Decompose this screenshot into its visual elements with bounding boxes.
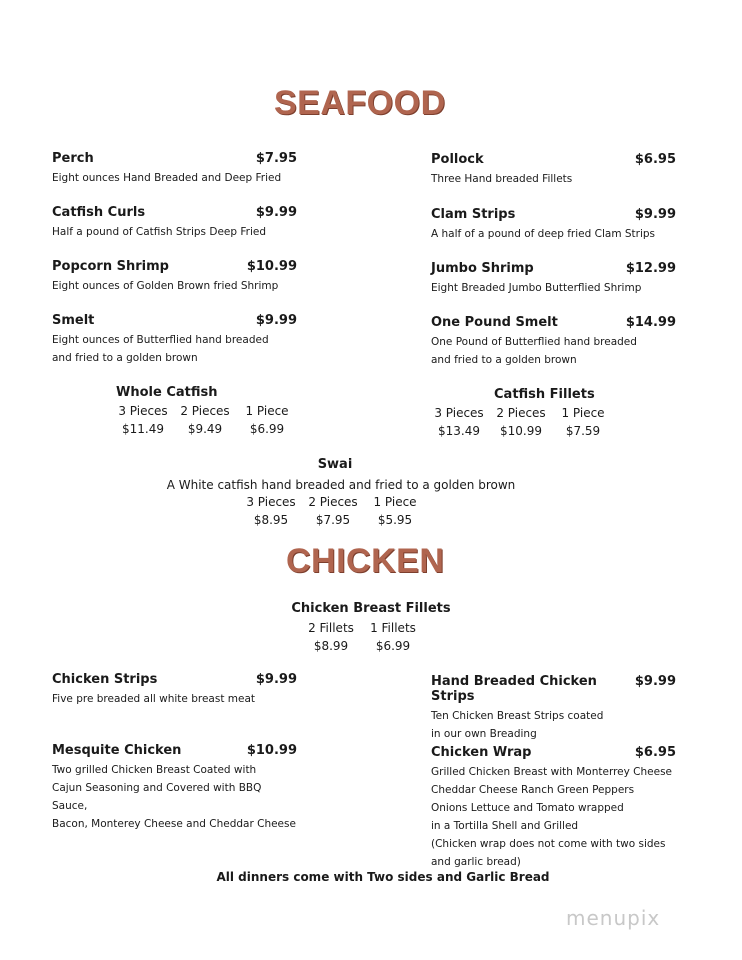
description-line: and fried to a golden brown [431, 354, 577, 366]
size-label: 3 Pieces [246, 495, 296, 509]
item-name: Jumbo Shrimp [431, 261, 534, 276]
description-line: (Chicken wrap does not come with two sides [431, 838, 666, 850]
item-description: Three Hand breaded Fillets [431, 173, 573, 185]
size-label: 1 Piece [245, 404, 289, 418]
description-line: Grilled Chicken Breast with Monterrey Cheese [431, 766, 673, 778]
catfish-fillets-title: Catfish Fillets [494, 387, 595, 402]
swai-description: A White catfish hand breaded and fried to a golden brown [166, 478, 516, 492]
item-description: Five pre breaded all white breast meat [52, 693, 256, 705]
swai-price-table [240, 493, 426, 529]
description-line: Cheddar Cheese Ranch Green Peppers [431, 784, 635, 796]
description-line: Cajun Seasoning and Covered with BBQ Sauce, [52, 782, 262, 812]
item-price: $10.99 [246, 743, 297, 758]
size-price: $10.99 [500, 424, 542, 438]
size-price: $7.59 [565, 424, 601, 438]
description-line: and fried to a golden brown [52, 352, 198, 364]
description-line: and garlic bread) [431, 856, 521, 868]
item-name: Catfish Curls [52, 205, 146, 220]
whole-catfish-title: Whole Catfish [116, 385, 218, 400]
item-price: $9.99 [255, 313, 297, 328]
item-name: Smelt [52, 313, 95, 328]
catfish-fillets-price-table [428, 404, 614, 440]
size-price: $5.95 [377, 513, 413, 527]
item-name: Mesquite Chicken [52, 743, 182, 758]
menu-item-hand-breaded-chicken-strips [431, 674, 676, 743]
menu-item-clam-strips [431, 207, 676, 243]
description-line: in a Tortilla Shell and Grilled [431, 820, 579, 832]
chicken-breast-fillets-title: Chicken Breast Fillets [291, 601, 451, 616]
item-name: Chicken Wrap [431, 745, 532, 760]
item-description: A half of a pound of deep fried Clam Strips [431, 228, 656, 240]
item-description: Half a pound of Catfish Strips Deep Fried [52, 226, 267, 238]
size-label: 2 Pieces [496, 406, 546, 420]
size-price: $9.49 [187, 422, 223, 436]
footer-note: All dinners come with Two sides and Garlic Bread [216, 870, 550, 884]
menu-item-catfish-curls [52, 205, 297, 241]
seafood-heading: SEAFOOD [274, 84, 446, 122]
item-price: $9.99 [255, 672, 297, 687]
description-line: in our own Breading [431, 728, 537, 740]
menu-item-one-pound-smelt [431, 315, 676, 369]
item-price: $12.99 [625, 261, 676, 276]
item-price: $7.95 [255, 151, 297, 166]
item-name: Chicken Strips [52, 672, 158, 687]
description-line: One Pound of Butterflied hand breaded [431, 336, 637, 348]
menu-item-mesquite-chicken [52, 743, 297, 833]
item-description [431, 763, 701, 871]
item-description: Eight ounces Hand Breaded and Deep Fried [52, 172, 282, 184]
item-price: $14.99 [625, 315, 676, 330]
menu-item-jumbo-shrimp [431, 261, 676, 297]
item-description [52, 761, 297, 833]
menu-item-chicken-strips [52, 672, 297, 708]
size-label: 3 Pieces [434, 406, 484, 420]
item-name: One Pound Smelt [431, 315, 558, 330]
item-description: Eight Breaded Jumbo Butterflied Shrimp [431, 282, 642, 294]
item-name: Perch [52, 151, 94, 166]
menu-item-popcorn-shrimp [52, 259, 297, 295]
size-price: $13.49 [438, 424, 480, 438]
size-label: 3 Pieces [118, 404, 168, 418]
description-line: Bacon, Monterey Cheese and Cheddar Cheese [52, 818, 296, 830]
chicken-heading: CHICKEN [286, 542, 445, 580]
item-name: Clam Strips [431, 207, 516, 222]
menu-item-pollock [431, 152, 676, 188]
item-price: $9.99 [255, 205, 297, 220]
menu-item-smelt [52, 313, 297, 367]
item-price: $6.95 [634, 745, 676, 760]
description-line: Two grilled Chicken Breast Coated with [52, 764, 257, 776]
description-line: Ten Chicken Breast Strips coated [431, 710, 604, 722]
item-price: $10.99 [246, 259, 297, 274]
size-price: $11.49 [122, 422, 164, 436]
size-label: 2 Pieces [308, 495, 358, 509]
item-name: Popcorn Shrimp [52, 259, 169, 274]
item-description [52, 331, 297, 367]
menupix-watermark: menupix [566, 906, 661, 930]
swai-title: Swai [317, 457, 353, 472]
item-price: $6.95 [634, 152, 676, 167]
chicken-breast-fillets-price-table [300, 619, 424, 655]
size-price: $7.95 [315, 513, 351, 527]
size-price: $8.95 [253, 513, 289, 527]
menu-item-chicken-wrap [431, 745, 676, 871]
description-line: Onions Lettuce and Tomato wrapped [431, 802, 624, 814]
menu-item-perch [52, 151, 297, 187]
size-label: 2 Pieces [180, 404, 230, 418]
size-price: $6.99 [375, 639, 411, 653]
size-label: 1 Piece [373, 495, 417, 509]
item-price: $9.99 [634, 207, 676, 222]
size-price: $8.99 [313, 639, 349, 653]
size-label: 2 Fillets [308, 621, 354, 635]
item-description [431, 707, 676, 743]
description-line: Eight ounces of Butterflied hand breaded [52, 334, 269, 346]
item-name: Pollock [431, 152, 484, 167]
size-label: 1 Fillets [370, 621, 416, 635]
item-price: $9.99 [634, 674, 676, 689]
item-description [431, 333, 676, 369]
whole-catfish-price-table [112, 402, 298, 438]
item-name: Hand Breaded Chicken Strips [431, 674, 597, 704]
size-label: 1 Piece [561, 406, 605, 420]
size-price: $6.99 [249, 422, 285, 436]
item-description: Eight ounces of Golden Brown fried Shrimp [52, 280, 279, 292]
